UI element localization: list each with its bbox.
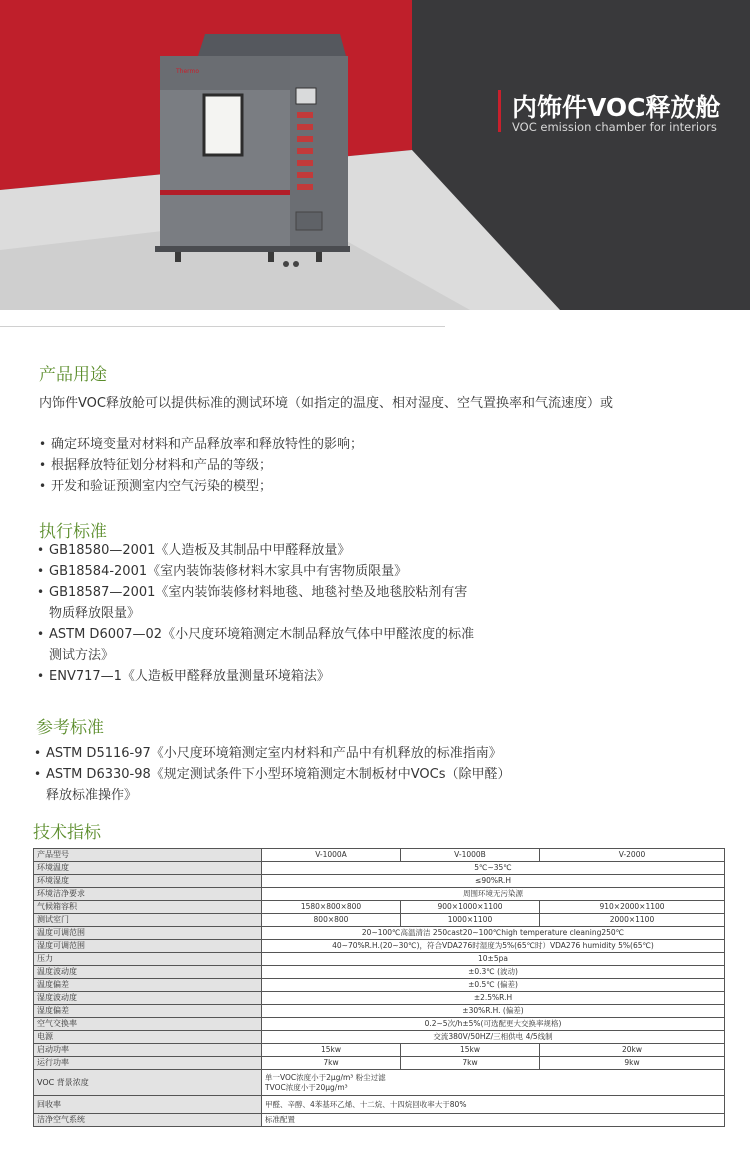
- list-item: • ASTM D5116-97《小尺度环境箱测定室内材料和产品中有机释放的标准指南》: [34, 743, 511, 764]
- table-row: [34, 979, 725, 992]
- table-cell: 40~70%R.H.(20~30℃)，符合VDA276时湿度为5%(65℃时）VDA276 humidity 5%(65℃): [262, 940, 725, 953]
- table-cell-label: 压力: [34, 953, 262, 966]
- table-cell-label: 温度偏差: [34, 979, 262, 992]
- list-item: • 开发和验证预测室内空气污染的模型；: [39, 476, 363, 497]
- hero-background: [0, 0, 750, 310]
- usage-title: 产品用途: [39, 365, 107, 385]
- table-cell-label: 气候箱容积: [34, 901, 262, 914]
- usage-list: [39, 434, 363, 497]
- table-row: [34, 849, 725, 862]
- table-cell-label: 环境湿度: [34, 875, 262, 888]
- list-item-continuation: 测试方法》: [49, 648, 115, 663]
- standards-list: [37, 540, 474, 687]
- list-item: • GB18584-2001《室内装饰装修材料木家具中有害物质限量》: [37, 561, 474, 582]
- table-cell: 20kw: [540, 1044, 725, 1057]
- table-row: [34, 862, 725, 875]
- table-cell: 1000×1100: [401, 914, 540, 927]
- table-row: [34, 966, 725, 979]
- standards-title: 执行标准: [39, 522, 107, 542]
- table-cell: 800×800: [262, 914, 401, 927]
- hero-accent-bar: [498, 90, 501, 132]
- table-cell: 0.2~5次/h±5%(可选配更大交换率规格): [262, 1018, 725, 1031]
- table-cell-label: 运行功率: [34, 1057, 262, 1070]
- table-cell: 交流380V/50HZ/三相供电 4/5线制: [262, 1031, 725, 1044]
- table-row: [34, 1057, 725, 1070]
- table-row: [34, 1005, 725, 1018]
- list-item: • ENV717—1《人造板甲醛释放量测量环境箱法》: [37, 666, 474, 687]
- table-row: [34, 888, 725, 901]
- table-cell: ±0.5℃ (偏差): [262, 979, 725, 992]
- hero-title-zh: 内饰件VOC释放舱: [512, 93, 721, 122]
- table-cell: V-1000A: [262, 849, 401, 862]
- table-row: [34, 1031, 725, 1044]
- tech-title: 技术指标: [33, 823, 101, 843]
- table-cell: 15kw: [262, 1044, 401, 1057]
- voc-line-2: TVOC浓度小于20μg/m³: [265, 1082, 348, 1092]
- table-cell-label: 环境洁净要求: [34, 888, 262, 901]
- list-item: • ASTM D6007—02《小尺度环境箱测定木制品释放气体中甲醛浓度的标准: [37, 624, 474, 645]
- list-item: • GB18580—2001《人造板及其制品中甲醛释放量》: [37, 540, 474, 561]
- table-cell-label: 湿度偏差: [34, 1005, 262, 1018]
- table-cell-label: 回收率: [34, 1096, 262, 1114]
- list-item: • 确定环境变量对材料和产品释放率和释放特性的影响；: [39, 434, 363, 455]
- table-cell: 10±5pa: [262, 953, 725, 966]
- list-item: • ASTM D6330-98《规定测试条件下小型环境箱测定木制板材中VOCs（除甲醛）: [34, 764, 511, 785]
- usage-intro: 内饰件VOC释放舱可以提供标准的测试环境（如指定的温度、相对湿度、空气置换率和气流速度）或: [39, 396, 613, 411]
- table-cell: 20~100℃高温清洁 250cast20~100℃high temperature cleaning250℃: [262, 927, 725, 940]
- table-row: [34, 875, 725, 888]
- table-row: [34, 992, 725, 1005]
- table-row: [34, 1114, 725, 1127]
- table-cell-label: 电源: [34, 1031, 262, 1044]
- table-cell: 7kw: [401, 1057, 540, 1070]
- table-row: [34, 953, 725, 966]
- table-row: [34, 927, 725, 940]
- list-item: • GB18587—2001《室内装饰装修材料地毯、地毯衬垫及地毯胶粘剂有害: [37, 582, 474, 603]
- table-row: [34, 901, 725, 914]
- table-cell: 910×2000×1100: [540, 901, 725, 914]
- table-cell: ±2.5%R.H: [262, 992, 725, 1005]
- list-item-continuation: 释放标准操作》: [46, 788, 138, 803]
- table-cell: V-1000B: [401, 849, 540, 862]
- table-cell-label: 温度波动度: [34, 966, 262, 979]
- table-cell-label: 洁净空气系统: [34, 1114, 262, 1127]
- table-cell: ±0.3℃ (波动): [262, 966, 725, 979]
- section-divider: [0, 326, 445, 327]
- table-cell-label: 湿度波动度: [34, 992, 262, 1005]
- reference-list: [34, 743, 511, 806]
- table-cell: ±30%R.H. (偏差): [262, 1005, 725, 1018]
- table-cell: V-2000: [540, 849, 725, 862]
- table-row: [34, 940, 725, 953]
- spec-table: [33, 848, 725, 1127]
- table-cell: 甲醛、辛醇、4苯基环乙烯、十二烷、十四烷回收率大于80%: [262, 1096, 725, 1114]
- table-cell-label: VOC 背景浓度: [34, 1070, 262, 1096]
- table-row: [34, 1096, 725, 1114]
- table-cell-label: 温度可调范围: [34, 927, 262, 940]
- machine-logo: Thermo: [176, 68, 200, 75]
- table-cell-label: 启动功率: [34, 1044, 262, 1057]
- hero-title-en: VOC emission chamber for interiors: [512, 120, 717, 134]
- table-cell: 5℃~35℃: [262, 862, 725, 875]
- table-cell-label: 产品型号: [34, 849, 262, 862]
- table-cell: 7kw: [262, 1057, 401, 1070]
- table-cell-label: 湿度可调范围: [34, 940, 262, 953]
- list-item: • 根据释放特征划分材料和产品的等级；: [39, 455, 363, 476]
- voc-line-1: 单一VOC浓度小于2μg/m³ 粉尘过滤: [265, 1072, 386, 1082]
- table-cell: 标准配置: [262, 1114, 725, 1127]
- table-row: [34, 914, 725, 927]
- table-row: [34, 1044, 725, 1057]
- table-cell: ≤90%R.H: [262, 875, 725, 888]
- reference-title: 参考标准: [36, 718, 104, 738]
- table-cell: 2000×1100: [540, 914, 725, 927]
- table-cell: 周围环境无污染源: [262, 888, 725, 901]
- table-cell: 1580×800×800: [262, 901, 401, 914]
- table-cell: 15kw: [401, 1044, 540, 1057]
- table-cell-label: 测试室门: [34, 914, 262, 927]
- list-item-continuation: 物质释放限量》: [49, 606, 141, 621]
- table-cell-label: 空气交换率: [34, 1018, 262, 1031]
- hero-banner: [0, 0, 750, 310]
- table-row: [34, 1070, 725, 1096]
- table-cell: 900×1000×1100: [401, 901, 540, 914]
- table-cell-label: 环境温度: [34, 862, 262, 875]
- table-cell: 9kw: [540, 1057, 725, 1070]
- table-row: [34, 1018, 725, 1031]
- table-cell: [262, 1070, 725, 1096]
